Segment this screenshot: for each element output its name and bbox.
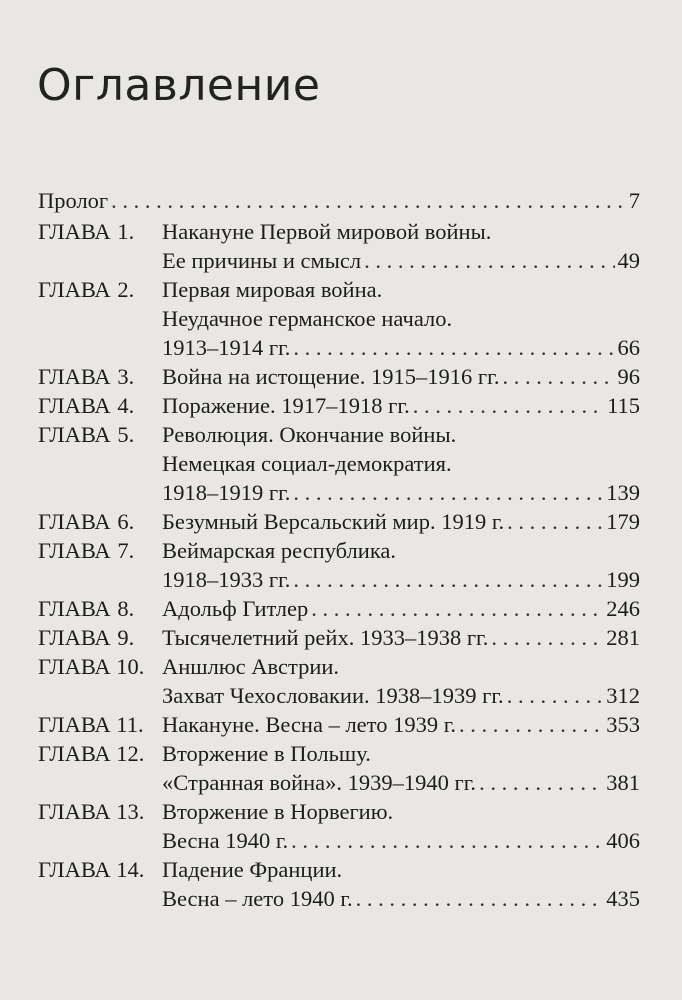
toc-entry-body [162,710,640,739]
toc-entry-body [162,275,640,362]
chapter-number: 6. [117,509,135,534]
toc-page-number: 179 [606,509,640,534]
chapter-word: ГЛАВА [38,799,111,824]
toc-entry-chapter-5 [38,420,640,507]
chapter-word: ГЛАВА [38,219,111,244]
chapter-number: 8. [117,596,135,621]
chapter-number: 7. [117,538,135,563]
toc-page-number: 435 [606,886,640,911]
toc-line [162,362,640,391]
toc-line [38,186,640,215]
toc-line [162,623,640,652]
toc-entry-title: Ее причины и смысл [162,248,362,273]
toc-entry-body [162,536,640,594]
toc-entry-title: Накануне Первой мировой войны. [162,219,492,244]
toc-line [162,217,640,246]
toc-line [162,478,640,507]
toc-page-number: 246 [606,596,640,621]
toc-page-number: 7 [628,188,640,213]
toc-line [162,652,640,681]
chapter-number: 3. [117,364,135,389]
chapter-label [38,797,162,855]
dot-leader [507,507,603,536]
toc-entry-chapter-10 [38,652,640,710]
chapter-word: ГЛАВА [38,654,111,679]
chapter-label [38,507,162,536]
toc-line [162,304,640,333]
toc-entry-body [162,362,640,391]
toc-line [162,507,640,536]
toc-entry-chapter-4 [38,391,640,420]
toc-entry-body [38,186,640,215]
toc-line [162,594,640,623]
toc-line [162,884,640,913]
toc-entry-title: Война на истощение. 1915–1916 гг. [162,364,500,389]
toc-entry-body [162,855,640,913]
toc-entry-title: Пролог [38,188,109,213]
chapter-label [38,652,162,710]
toc-entry-title: Первая мировая война. [162,277,383,302]
toc-entry-chapter-14 [38,855,640,913]
dot-leader [413,391,604,420]
chapter-word: ГЛАВА [38,364,111,389]
toc-entry-body [162,594,640,623]
toc-entry-chapter-11 [38,710,640,739]
toc-page-number: 406 [606,828,640,853]
toc-entry-title: Вторжение в Польшу. [162,741,371,766]
chapter-label [38,275,162,362]
toc-line [162,275,640,304]
chapter-word: ГЛАВА [38,422,111,447]
toc-page-number: 312 [606,683,640,708]
chapter-number: 9. [117,625,135,650]
chapter-label [38,362,162,391]
toc-entry-chapter-3 [38,362,640,391]
chapter-number: 5. [117,422,135,447]
dot-leader [491,623,603,652]
toc-entry-title: Поражение. 1917–1918 гг. [162,393,410,418]
toc-line [162,797,640,826]
chapter-label [38,710,162,739]
toc-entry-title: Аншлюс Австрии. [162,654,340,679]
toc-page-number: 199 [606,567,640,592]
toc-entry-title: «Странная война». 1939–1940 гг. [162,770,477,795]
toc-line [162,333,640,362]
toc-entry-body [162,623,640,652]
toc-entry-title: Весна 1940 г. [162,828,289,853]
chapter-word: ГЛАВА [38,596,111,621]
toc-entry-title: 1918–1919 гг. [162,480,291,505]
chapter-label [38,855,162,913]
toc-entry-title: 1913–1914 гг. [162,335,291,360]
toc-page-number: 66 [617,335,640,360]
toc-entry-title: Накануне. Весна – лето 1939 г. [162,712,457,737]
toc-page-number: 139 [606,480,640,505]
toc-line [162,391,640,420]
toc-line [162,739,640,768]
chapter-number: 14. [116,857,145,882]
toc-entry-title: Адольф Гитлер [162,596,309,621]
chapter-word: ГЛАВА [38,538,111,563]
chapter-number: 2. [117,277,135,302]
chapter-label [38,623,162,652]
chapter-label [38,391,162,420]
toc-entry-body [162,739,640,797]
chapter-number: 10. [116,654,145,679]
toc-entry-title: Веймарская республика. [162,538,397,563]
dot-leader [479,768,603,797]
toc-entry-title: 1918–1933 гг. [162,567,291,592]
toc-line [162,536,640,565]
dot-leader [507,681,604,710]
dot-leader [364,246,614,275]
table-of-contents [38,186,640,913]
chapter-word: ГЛАВА [38,712,111,737]
chapter-label [38,420,162,507]
toc-entry-body [162,420,640,507]
toc-page-number: 96 [617,364,640,389]
toc-entry-title: Падение Франции. [162,857,343,882]
toc-line [162,768,640,797]
chapter-word: ГЛАВА [38,625,111,650]
toc-entry-title: Революция. Окончание войны. [162,422,457,447]
chapter-word: ГЛАВА [38,393,111,418]
chapter-list [38,217,640,913]
chapter-label [38,594,162,623]
dot-leader [291,826,603,855]
toc-entry-chapter-2 [38,275,640,362]
toc-page-number: 115 [607,393,640,418]
toc-entry-title: Немецкая социал-демократия. [162,451,452,476]
dot-leader [293,478,603,507]
dot-leader [356,884,604,913]
dot-leader [311,594,603,623]
toc-line [162,449,640,478]
toc-entry-title: Неудачное германское начало. [162,306,453,331]
toc-entry-prolog [38,186,640,215]
dot-leader [293,565,603,594]
dot-leader [293,333,614,362]
toc-entry-body [162,652,640,710]
toc-line [162,246,640,275]
toc-line [162,565,640,594]
toc-entry-title: Безумный Версальский мир. 1919 г. [162,509,505,534]
page-title: Оглавление [37,60,321,111]
toc-entry-chapter-12 [38,739,640,797]
toc-line [162,420,640,449]
toc-entry-title: Захват Чехословакии. 1938–1939 гг. [162,683,504,708]
toc-entry-body [162,797,640,855]
chapter-word: ГЛАВА [38,857,111,882]
toc-line [162,826,640,855]
chapter-number: 13. [116,799,145,824]
toc-entry-title: Весна – лето 1940 г. [162,886,353,911]
toc-entry-title: Тысячелетний рейх. 1933–1938 гг. [162,625,489,650]
chapter-word: ГЛАВА [38,741,111,766]
toc-entry-body [162,391,640,420]
toc-line [162,855,640,884]
toc-entry-chapter-6 [38,507,640,536]
toc-page-number: 353 [606,712,640,737]
chapter-label [38,217,162,275]
toc-entry-chapter-1 [38,217,640,275]
chapter-number: 11. [116,712,144,737]
chapter-label [38,739,162,797]
toc-entry-body [162,507,640,536]
toc-line [162,681,640,710]
toc-entry-chapter-7 [38,536,640,594]
toc-page-number: 49 [617,248,640,273]
toc-line [162,710,640,739]
toc-page-number: 381 [606,770,640,795]
chapter-number: 12. [116,741,145,766]
toc-entry-title: Вторжение в Норвегию. [162,799,394,824]
toc-entry-chapter-8 [38,594,640,623]
chapter-number: 1. [117,219,135,244]
chapter-word: ГЛАВА [38,509,111,534]
toc-entry-chapter-13 [38,797,640,855]
toc-page-number: 281 [606,625,640,650]
chapter-label [38,536,162,594]
dot-leader [459,710,603,739]
dot-leader [111,186,626,215]
chapter-word: ГЛАВА [38,277,111,302]
dot-leader [502,362,614,391]
chapter-number: 4. [117,393,135,418]
toc-entry-chapter-9 [38,623,640,652]
toc-entry-body [162,217,640,275]
